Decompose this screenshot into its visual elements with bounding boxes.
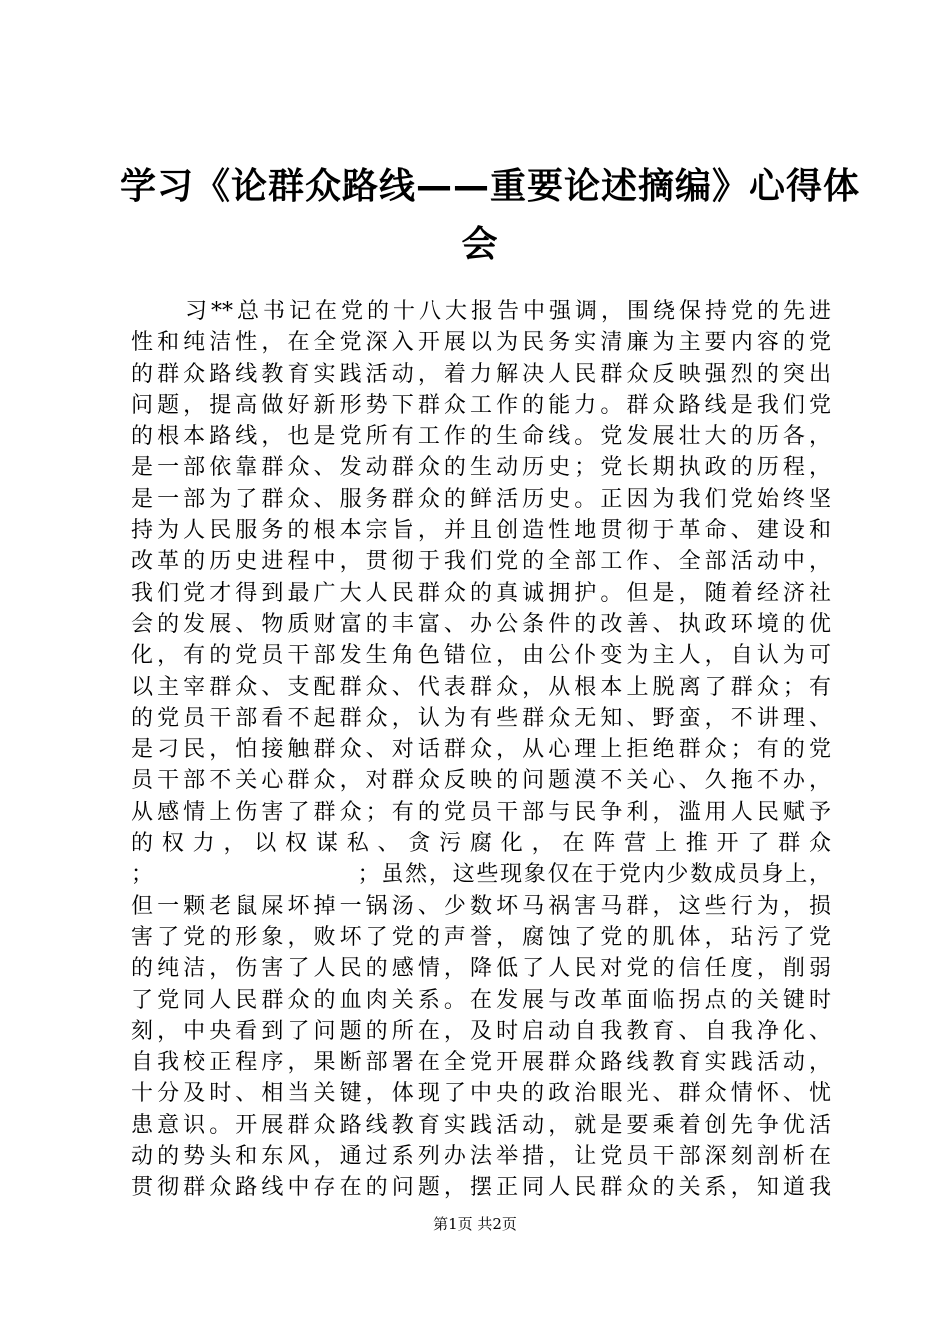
body-line: 是一部依靠群众、发动群众的生动历史；党长期执政的历程， (131, 455, 831, 481)
body-line: 我们党才得到最广大人民群众的真诚拥护。但是，随着经济社 (131, 580, 831, 606)
body-line: 改革的历史进程中，贯彻于我们党的全部工作、全部活动中， (131, 549, 831, 575)
body-line: 自我校正程序，果断部署在全党开展群众路线教育实践活动， (131, 1050, 831, 1076)
body-line: 化，有的党员干部发生角色错位，由公仆变为主人，自认为可 (131, 643, 831, 669)
document-title (120, 158, 861, 274)
body-line: 习**总书记在党的十八大报告中强调，围绕保持党的先进 (185, 299, 831, 324)
body-line: 刻，中央看到了问题的所在，及时启动自我教育、自我净化、 (131, 1018, 831, 1044)
body-line: 但一颗老鼠屎坏掉一锅汤、少数坏马祸害马群，这些行为，损 (131, 893, 831, 919)
body-line: 患意识。开展群众路线教育实践活动，就是要乘着创先争优活 (131, 1112, 831, 1138)
body-line: 的权力，以权谋私、贪污腐化，在阵营上推开了群众 (131, 831, 831, 857)
body-line: 问题，提高做好新形势下群众工作的能力。群众路线是我们党 (131, 392, 831, 418)
body-line: 是刁民，怕接触群众、对话群众，从心理上拒绝群众；有的党 (131, 737, 831, 763)
body-line: 动的势头和东风，通过系列办法举措，让党员干部深刻剖析在 (131, 1144, 831, 1170)
body-line: 员干部不关心群众，对群众反映的问题漠不关心、久拖不办， (131, 768, 831, 794)
body-line: 的根本路线，也是党所有工作的生命线。党发展壮大的历各， (131, 424, 831, 450)
title-line-1: 学习《论群众路线——重要论述摘编》心得体 (120, 166, 861, 207)
body-line: 十分及时、相当关键，体现了中央的政治眼光、群众情怀、忧 (131, 1081, 831, 1107)
body-line: 从感情上伤害了群众；有的党员干部与民争利，滥用人民赋予 (131, 799, 831, 825)
body-line: 会的发展、物质财富的丰富、办公条件的改善、执政环境的优 (131, 611, 831, 637)
body-line: 性和纯洁性，在全党深入开展以为民务实清廉为主要内容的党 (131, 330, 831, 356)
body-line: ； ；虽然，这些现象仅在于党内少数成员身上， (131, 862, 831, 888)
body-line: 的群众路线教育实践活动，着力解决人民群众反映强烈的突出 (131, 361, 831, 387)
body-line: 害了党的形象，败坏了党的声誉，腐蚀了党的肌体，玷污了党 (131, 924, 831, 950)
body-line: 是一部为了群众、服务群众的鲜活历史。正因为我们党始终坚 (131, 486, 831, 512)
body-line: 了党同人民群众的血肉关系。在发展与改革面临拐点的关键时 (131, 987, 831, 1013)
page-footer: 第1页 共2页 (433, 1215, 517, 1233)
body-line: 贯彻群众路线中存在的问题，摆正同人民群众的关系，知道我 (131, 1175, 831, 1201)
body-line: 以主宰群众、支配群众、代表群众，从根本上脱离了群众；有 (131, 674, 831, 700)
body-line: 的党员干部看不起群众，认为有些群众无知、野蛮，不讲理、 (131, 705, 831, 731)
title-line-2: 会 (461, 224, 499, 265)
document-body (131, 296, 831, 1204)
body-line: 的纯洁，伤害了人民的感情，降低了人民对党的信任度，削弱 (131, 956, 831, 982)
body-line: 持为人民服务的根本宗旨，并且创造性地贯彻于革命、建设和 (131, 518, 831, 544)
